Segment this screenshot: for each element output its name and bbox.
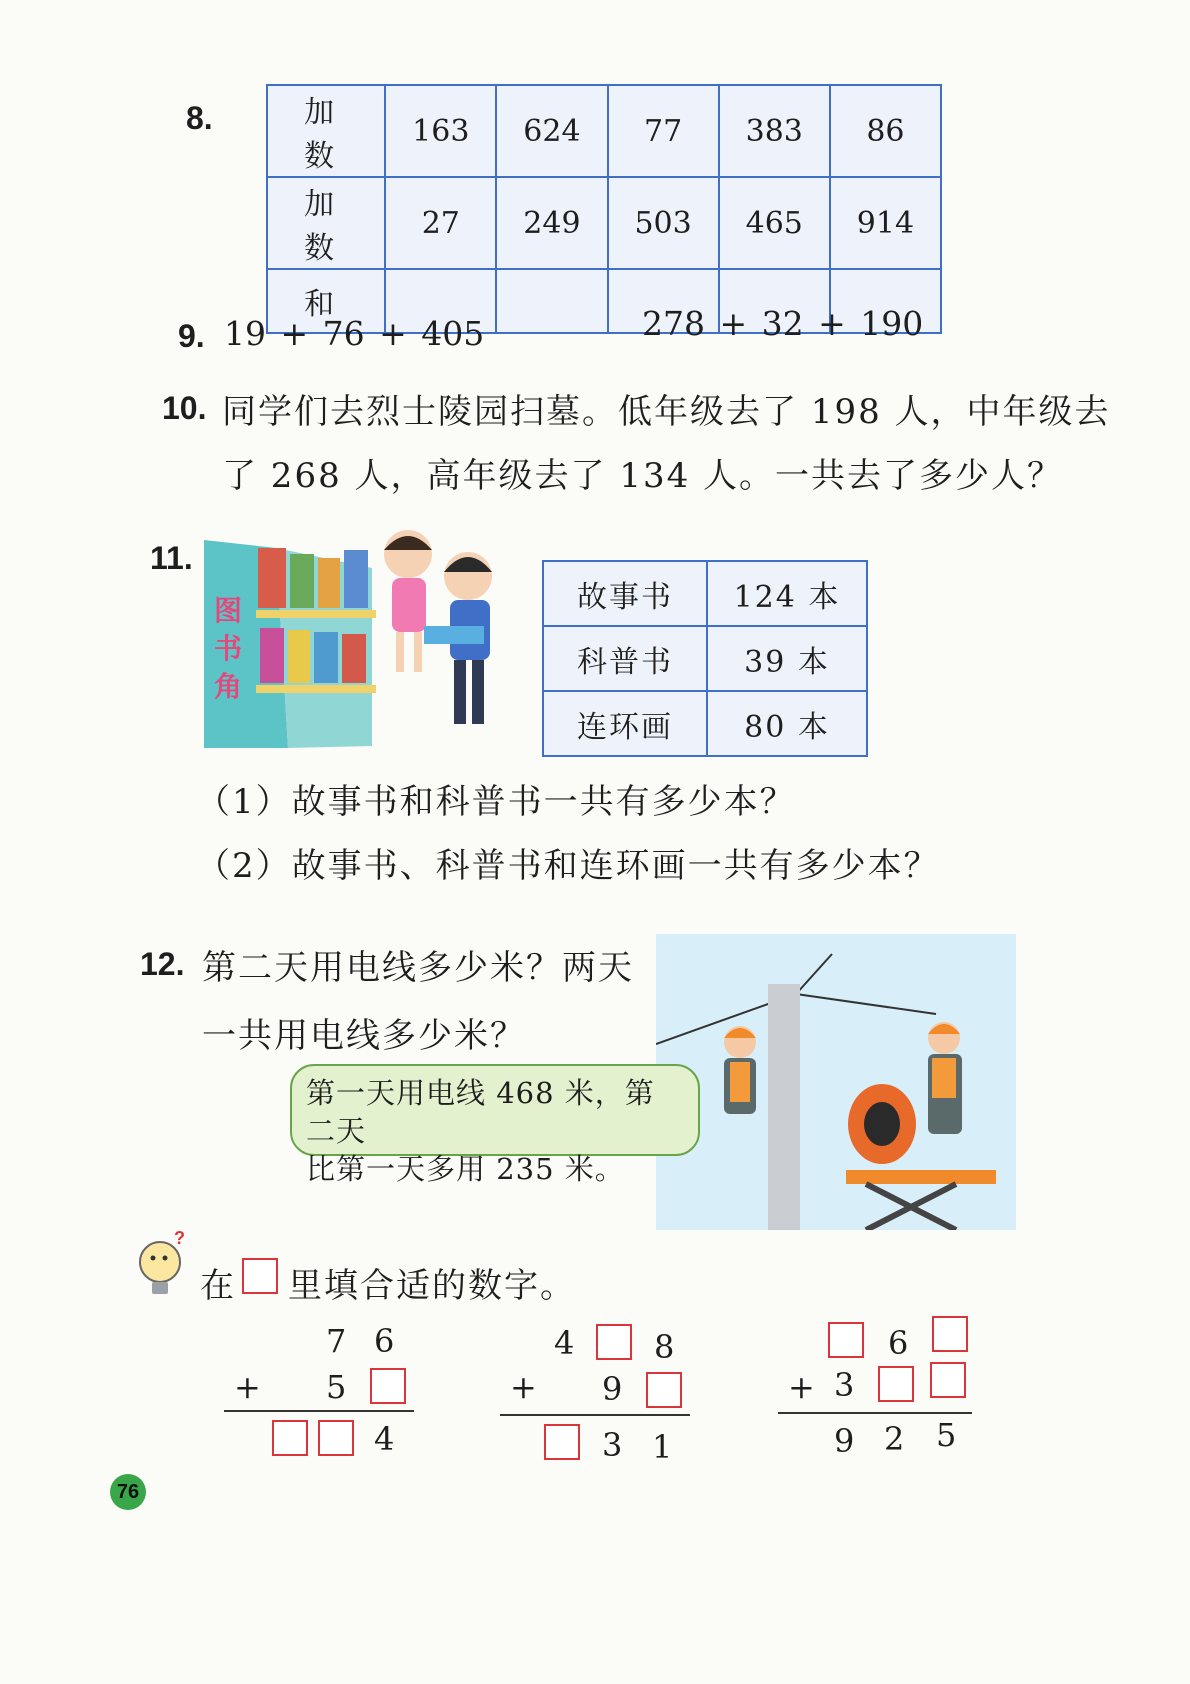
sum-rule <box>500 1414 690 1416</box>
plus-sign: + <box>788 1368 815 1406</box>
book-corner-sign <box>210 592 246 706</box>
puzzle-digit: 4 <box>374 1420 395 1458</box>
q12-number: 12. <box>140 946 185 982</box>
electricians-illustration <box>656 934 1016 1230</box>
puzzle-digit: 5 <box>326 1368 347 1406</box>
addition-table <box>266 84 942 334</box>
digit-blank-box[interactable] <box>828 1322 864 1358</box>
table-cell: 249 <box>496 177 607 269</box>
puzzle-digit: 8 <box>654 1328 675 1366</box>
q9-expression-1: 19 + 76 + 405 <box>224 314 485 353</box>
sum-rule <box>224 1410 414 1412</box>
sign-char: 图 <box>213 594 242 627</box>
table-cell: 383 <box>719 85 830 177</box>
think-suffix: 里填合适的数字。 <box>288 1266 576 1306</box>
digit-blank-box[interactable] <box>646 1372 682 1408</box>
table-cell: 27 <box>385 177 496 269</box>
digit-blank-box[interactable] <box>318 1420 354 1456</box>
svg-text:?: ? <box>174 1228 185 1248</box>
table-row <box>543 561 867 626</box>
q10-text-line1: 同学们去烈士陵园扫墓。低年级去了 198 人，中年级去 <box>222 392 1111 432</box>
puzzle-digit: 3 <box>602 1426 623 1464</box>
book-count: 124 本 <box>707 561 867 626</box>
q8-number: 8. <box>186 100 213 136</box>
page-number: 76 <box>110 1474 146 1510</box>
q9-number: 9. <box>178 318 205 354</box>
puzzle-3 <box>778 1312 978 1460</box>
puzzle-digit: 6 <box>888 1324 909 1362</box>
answer-cell[interactable] <box>496 269 607 333</box>
book-count: 80 本 <box>707 691 867 756</box>
puzzle-digit: 6 <box>374 1322 395 1360</box>
book-count: 39 本 <box>707 626 867 691</box>
digit-blank-box[interactable] <box>596 1324 632 1360</box>
table-cell: 163 <box>385 85 496 177</box>
q10-text-line2: 了 268 人，高年级去了 134 人。一共去了多少人？ <box>222 456 1064 496</box>
puzzle-digit: 4 <box>554 1324 575 1362</box>
plus-sign: + <box>234 1368 261 1406</box>
book-type: 连环画 <box>543 691 707 756</box>
q12-text-line2: 一共用电线多少米？ <box>202 1016 526 1056</box>
puzzle-1 <box>224 1320 424 1458</box>
sign-char: 书 <box>213 632 242 665</box>
digit-blank-box[interactable] <box>544 1424 580 1460</box>
table-cell: 914 <box>830 177 941 269</box>
q11-sub-question-1: （1）故事书和科普书一共有多少本？ <box>196 782 796 822</box>
bubble-line-2: 比第一天多用 235 米。 <box>306 1152 625 1186</box>
table-cell: 86 <box>830 85 941 177</box>
puzzle-digit: 2 <box>884 1420 905 1458</box>
example-blank-box <box>242 1258 278 1294</box>
sum-rule <box>778 1412 972 1414</box>
sign-char: 角 <box>213 670 242 703</box>
table-row <box>267 177 941 269</box>
table-cell: 465 <box>719 177 830 269</box>
table-cell: 503 <box>608 177 719 269</box>
bubble-line-1: 第一天用电线 468 米，第二天 <box>306 1076 655 1148</box>
book-type: 科普书 <box>543 626 707 691</box>
puzzle-digit: 9 <box>602 1370 623 1408</box>
book-type: 故事书 <box>543 561 707 626</box>
row-label: 加 数 <box>267 177 385 269</box>
puzzle-2 <box>500 1320 700 1466</box>
puzzle-digit: 7 <box>326 1322 347 1360</box>
table-cell: 77 <box>608 85 719 177</box>
q11-sub-question-2: （2）故事书、科普书和连环画一共有多少本？ <box>196 846 940 886</box>
table-cell: 624 <box>496 85 607 177</box>
digit-blank-box[interactable] <box>370 1368 406 1404</box>
digit-blank-box[interactable] <box>930 1362 966 1398</box>
puzzle-digit: 1 <box>652 1428 673 1466</box>
puzzle-digit: 3 <box>834 1366 855 1404</box>
digit-blank-box[interactable] <box>272 1420 308 1456</box>
table-row <box>267 85 941 177</box>
digit-blank-box[interactable] <box>932 1316 968 1352</box>
table-row <box>543 691 867 756</box>
q11-number: 11. <box>150 540 193 576</box>
q10-number: 10. <box>162 390 207 426</box>
puzzle-digit: 9 <box>834 1422 855 1460</box>
q12-text-line1: 第二天用电线多少米？两天 <box>202 948 634 988</box>
plus-sign: + <box>510 1368 537 1406</box>
books-table <box>542 560 868 757</box>
think-prefix: 在 <box>200 1266 236 1306</box>
q9-expression-2: 278 + 32 + 190 <box>642 304 924 343</box>
lightbulb-icon <box>134 1226 190 1300</box>
table-row <box>543 626 867 691</box>
puzzle-digit: 5 <box>936 1416 957 1454</box>
digit-blank-box[interactable] <box>878 1366 914 1402</box>
speech-bubble <box>290 1064 700 1186</box>
row-label: 和 <box>267 269 385 333</box>
row-label: 加 数 <box>267 85 385 177</box>
